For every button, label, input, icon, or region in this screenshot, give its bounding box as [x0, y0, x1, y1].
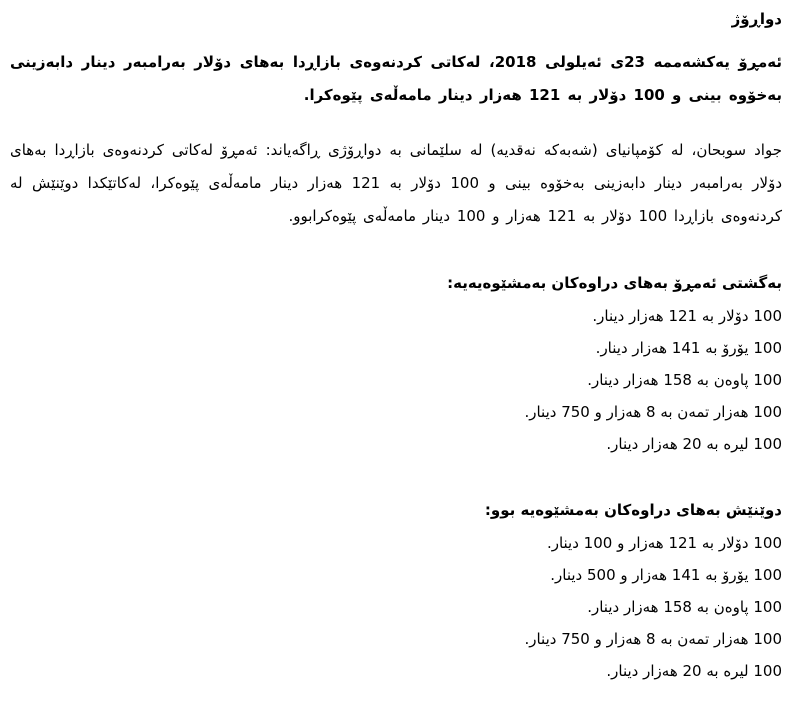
rate-line-lira: 100 لیرە بە 20 هەزار دینار.: [606, 662, 782, 680]
rate-line-pound: 100 پاوەن بە 158 هەزار دینار.: [587, 371, 782, 389]
today-rates-section: [10, 267, 782, 460]
rate-line-dollar: 100 دۆلار بە 121 هەزار و 100 دینار.: [546, 534, 782, 552]
yesterday-rates-list: [10, 527, 782, 687]
source-title: دواڕۆژ: [731, 10, 782, 28]
rate-line-toman: 100 هەزار تمەن بە 8 هەزار و 750 دینار.: [524, 630, 782, 648]
yesterday-rates-heading: دوێنێش بەهای دراوەکان بەمشێوەیە بوو:: [484, 501, 782, 519]
rate-line-lira: 100 لیرە بە 20 هەزار دینار.: [606, 435, 782, 453]
rate-line-pound: 100 پاوەن بە 158 هەزار دینار.: [587, 598, 782, 616]
body-paragraph: جواد سوبحان، لە کۆمپانیای (شەبەکە نەقدیە) لە سلێمانی بە دواڕۆژی ڕاگەیاند: ئەمڕۆ لەکاتی کردنەوەی بازاڕدا بەهای دۆلار بەرامبەر دینار دابەزینی بەخۆوە بینی و 100 دۆلار بە 121 هەزار دینار مامەڵەی پێوەکرا، لەکاتێکدا دوێنێش لە کردنەوەی بازاڕدا 100 دۆلار بە 121 هەزار و 100 دینار مامەڵەی پێوەکرابوو.: [10, 141, 783, 225]
lead-paragraph: ئەمڕۆ یەکشەممە 23ی ئەیلولی 2018، لەکاتی کردنەوەی بازاڕدا بەهای دۆلار بەرامبەر دینار دابەزینی بەخۆوە بینی و 100 دۆلار بە 121 هەزار دینار مامەڵەی پێوەکرا.: [10, 53, 782, 104]
rate-line-toman: 100 هەزار تمەن بە 8 هەزار و 750 دینار.: [524, 403, 782, 421]
rate-line-euro: 100 یۆرۆ بە 141 هەزار دینار.: [595, 339, 782, 357]
rate-line-dollar: 100 دۆلار بە 121 هەزار دینار.: [592, 307, 782, 325]
today-rates-list: [10, 300, 782, 460]
yesterday-rates-section: [10, 494, 782, 687]
rate-line-euro: 100 یۆرۆ بە 141 هەزار و 500 دینار.: [550, 566, 782, 584]
today-rates-heading: بەگشتی ئەمڕۆ بەهای دراوەکان بەمشێوەیەیە:: [447, 274, 782, 292]
